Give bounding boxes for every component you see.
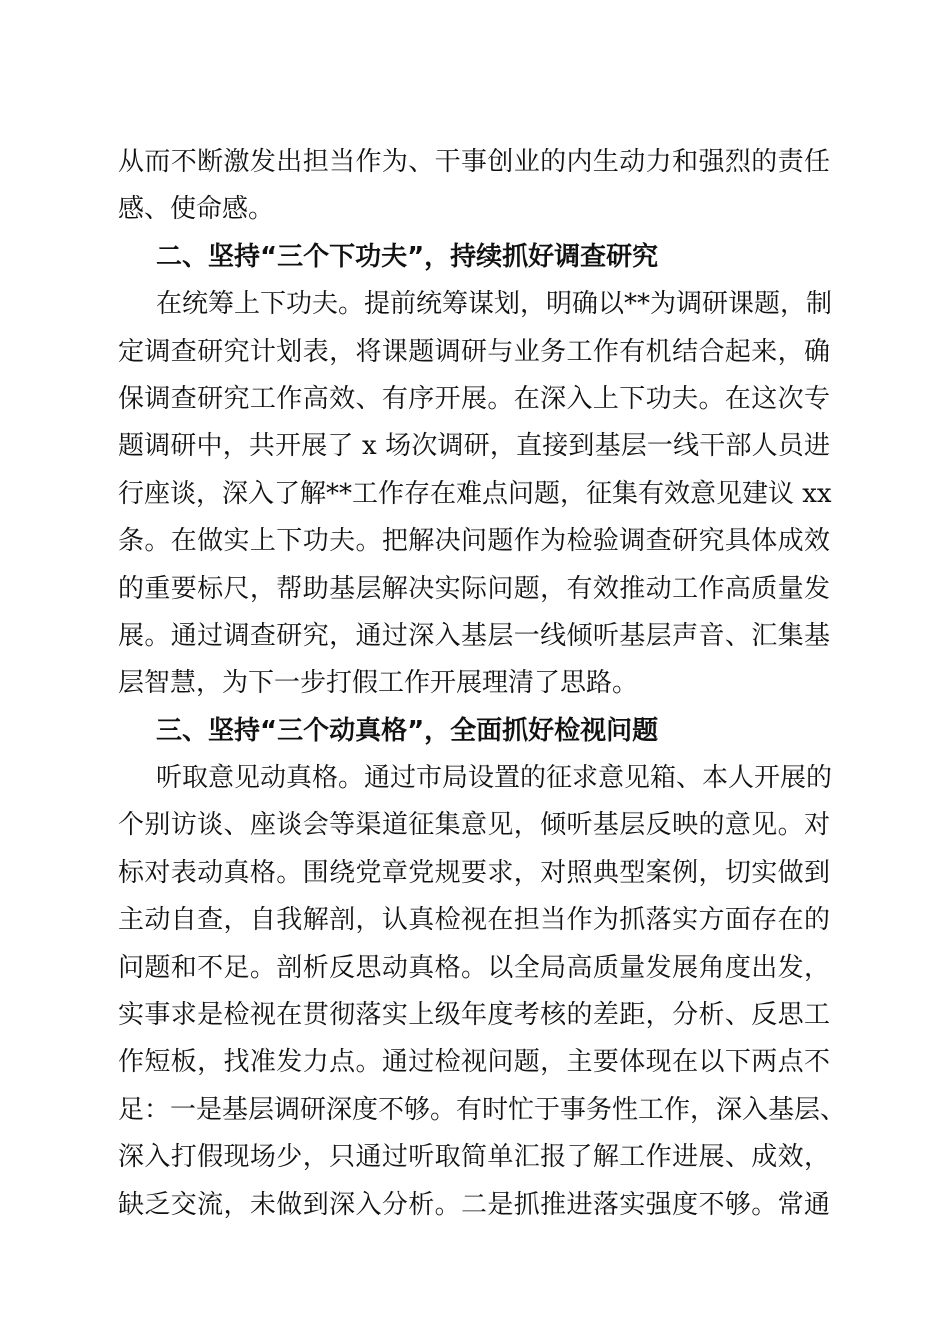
section-3-line-5: 问题和不足。剖析反思动真格。以全局高质量发展角度出发， <box>118 952 830 983</box>
section-3-line-8: 足：一是基层调研深度不够。有时忙于事务性工作，深入基层、 <box>118 1094 847 1125</box>
section-2-line-7: 的重要标尺，帮助基层解决实际问题，有效推动工作高质量发 <box>118 573 830 604</box>
section-3-line-9: 深入打假现场少，只通过听取简单汇报了解工作进展、成效， <box>118 1142 830 1173</box>
section-2-line-9: 层智慧，为下一步打假工作开展理清了思路。 <box>118 668 639 699</box>
section-3-line-1: 听取意见动真格。通过市局设置的征求意见箱、本人开展的 <box>156 763 833 794</box>
section-3-line-3: 标对表动真格。围绕党章党规要求，对照典型案例，切实做到 <box>118 857 830 888</box>
section-3-line-7: 作短板，找准发力点。通过检视问题，主要体现在以下两点不 <box>118 1047 830 1078</box>
section-3-line-2: 个别访谈、座谈会等渠道征集意见，倾听基层反映的意见。对 <box>118 810 830 841</box>
section-3-line-10: 缺乏交流，未做到深入分析。二是抓推进落实强度不够。常通 <box>118 1189 830 1220</box>
section-2-line-1: 在统筹上下功夫。提前统筹谋划，明确以**为调研课题，制 <box>156 289 833 320</box>
section-3-heading: 三、坚持“三个动真格”，全面抓好检视问题 <box>156 715 659 746</box>
document-body <box>118 139 847 1229</box>
section-3-line-6: 实事求是检视在贯彻落实上级年度考核的差距，分析、反思工 <box>118 1000 830 1031</box>
section-2-line-8: 展。通过调查研究，通过深入基层一线倾听基层声音、汇集基 <box>118 620 830 651</box>
section-2-line-6: 条。在做实上下功夫。把解决问题作为检验调查研究具体成效 <box>118 526 830 557</box>
section-3-line-4: 主动自查，自我解剖，认真检视在担当作为抓落实方面存在的 <box>118 905 830 936</box>
section-2-heading: 二、坚持“三个下功夫”，持续抓好调查研究 <box>156 241 659 272</box>
section-2-line-5: 行座谈，深入了解**工作存在难点问题，征集有效意见建议 xx <box>118 478 832 509</box>
section-2-line-4: 题调研中，共开展了 x 场次调研，直接到基层一线干部人员进 <box>118 431 830 462</box>
intro-line-1: 从而不断激发出担当作为、干事创业的内生动力和强烈的责任 <box>118 147 830 177</box>
section-2-line-2: 定调查研究计划表，将课题调研与业务工作有机结合起来，确 <box>118 336 830 367</box>
intro-line-2: 感、使命感。 <box>118 194 275 225</box>
section-2-line-3: 保调查研究工作高效、有序开展。在深入上下功夫。在这次专 <box>118 383 830 414</box>
